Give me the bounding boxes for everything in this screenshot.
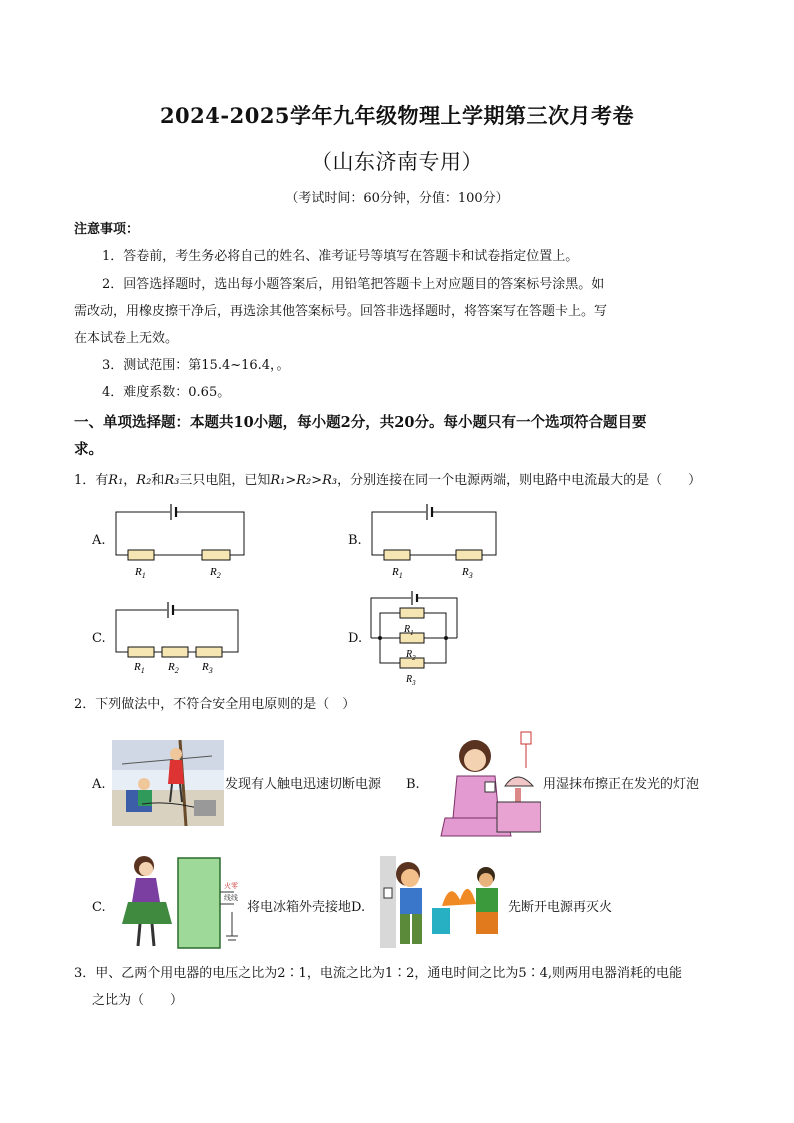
q2-option-b-text: 用湿抹布擦正在发光的灯泡 [543, 777, 700, 792]
q2-option-c-text: 将电冰箱外壳接地D. [247, 900, 366, 915]
q3-stem-cont: 之比为（ ） [92, 993, 184, 1008]
note-1: 1．答卷前，考生务必将自己的姓名、准考证号等填写在答题卡和试卷指定位置上。 [102, 249, 579, 264]
fire-power-off-illustration [380, 856, 506, 948]
svg-text:R2: $R_2$ [406, 649, 416, 662]
q2-option-a-text: 发现有人触电迅速切断电源 [225, 777, 382, 792]
svg-text:R3: $R_3$ [462, 566, 473, 580]
section-heading: 一、单项选择题：本题共10小题，每小题2分，共20分。每小题只有一个选项符合题目要 [74, 414, 647, 431]
q1-option-b-label: B. [348, 533, 362, 548]
q1-stem: 1．有R₁，R₂和R₃三只电阻，已知R₁>R₂>R₃，分别连接在同一个电源两端，则电路中电流最大的是（ ） [74, 473, 702, 488]
svg-text:R1: $R_1$ [392, 566, 403, 580]
page-title: 2024-2025学年九年级物理上学期第三次月考卷 [159, 103, 635, 128]
q2-option-c-label: C. [92, 900, 106, 915]
svg-text:R2: $R_2$ [210, 566, 221, 580]
q1-option-d-label: D. [348, 631, 363, 646]
svg-text:R2: $R_2$ [168, 661, 179, 675]
page-subtitle: （山东济南专用） [311, 150, 483, 174]
q2-option-d-text: 先断开电源再灭火 [508, 900, 613, 915]
q2-stem: 2．下列做法中，不符合安全用电原则的是（ ） [74, 697, 356, 712]
note-2a: 2．回答选择题时，选出每小题答案后，用铅笔把答题卡上对应题目的答案标号涂黑。如 [102, 277, 605, 292]
q3-stem: 3．甲、乙两个用电器的电压之比为2∶1，电流之比为1∶2，通电时间之比为5∶4,则两用电器消耗的电能 [74, 966, 683, 981]
exam-info: （考试时间：60分钟，分值：100分） [285, 191, 509, 206]
note-2c: 在本试卷上无效。 [74, 331, 179, 346]
note-4: 4．难度系数：0.65。 [102, 385, 231, 400]
q1-option-c-label: C. [92, 631, 106, 646]
notes-heading: 注意事项： [74, 222, 140, 237]
svg-text:R3: $R_3$ [202, 661, 213, 675]
svg-text:R3: $R_3$ [406, 674, 416, 687]
electric-shock-rescue-illustration [112, 740, 224, 826]
svg-text:线线: 线线 [224, 894, 238, 902]
circuit-a [110, 498, 250, 583]
circuit-b [366, 498, 506, 583]
q2-option-a-label: A. [92, 777, 106, 792]
svg-text:R1: $R_1$ [404, 624, 414, 637]
section-heading-cont: 求。 [74, 441, 103, 458]
q2-option-b-label: B. [406, 777, 420, 792]
note-2b: 需改动，用橡皮擦干净后，再选涂其他答案标号。回答非选择题时，将答案写在答题卡上。写 [74, 304, 608, 319]
circuit-c [110, 596, 245, 678]
svg-text:火零: 火零 [224, 882, 238, 890]
q1-option-a-label: A. [92, 533, 106, 548]
note-3: 3．测试范围：第15.4~16.4，。 [102, 358, 290, 373]
fridge-grounding-illustration [120, 852, 246, 952]
svg-text:R1: $R_1$ [134, 661, 145, 675]
wet-cloth-lamp-illustration [437, 728, 541, 838]
circuit-d [366, 588, 466, 688]
svg-text:R1: $R_1$ [135, 566, 146, 580]
